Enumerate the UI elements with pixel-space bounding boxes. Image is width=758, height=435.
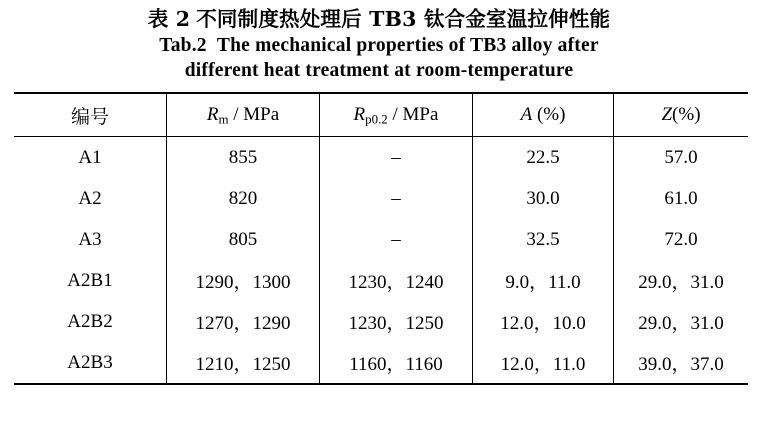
cell-reduction: 57.0	[614, 137, 749, 179]
cell-rp02: 1230，1240	[320, 260, 473, 301]
cell-rm: 855	[167, 137, 320, 179]
cell-rp02: –	[320, 219, 473, 260]
cell-rp02: –	[320, 137, 473, 179]
table-header-row	[14, 93, 748, 137]
caption-english-line2	[14, 58, 744, 83]
cell-rm: 805	[167, 219, 320, 260]
table-row	[14, 178, 748, 219]
table-row	[14, 260, 748, 301]
cell-id: A1	[14, 137, 167, 179]
caption-english-title-2: different heat treatment at room-temperature	[184, 59, 574, 81]
header-cell-elongation: A (%)	[473, 93, 614, 137]
table-caption	[14, 6, 744, 83]
cell-reduction: 72.0	[614, 219, 749, 260]
cell-elongation: 32.5	[473, 219, 614, 260]
cell-elongation: 30.0	[473, 178, 614, 219]
header-cell-id: 编号	[14, 93, 167, 137]
cell-id: A3	[14, 219, 167, 260]
table-row	[14, 137, 748, 179]
cell-id: A2	[14, 178, 167, 219]
cell-rm: 1290，1300	[167, 260, 320, 301]
caption-chinese	[14, 6, 744, 33]
header-cell-rm: $R_m$ / MPa	[167, 93, 320, 137]
table-row	[14, 301, 748, 342]
cell-elongation: 12.0，11.0	[473, 342, 614, 384]
cell-rp02: –	[320, 178, 473, 219]
table-row	[14, 219, 748, 260]
cell-id: A2B2	[14, 301, 167, 342]
table-row	[14, 342, 748, 384]
cell-rm: 1270，1290	[167, 301, 320, 342]
cell-reduction: 29.0，31.0	[614, 260, 749, 301]
cell-elongation: 22.5	[473, 137, 614, 179]
properties-table	[14, 92, 748, 385]
caption-english-label: Tab.2	[159, 34, 207, 56]
caption-english-title-1: The mechanical properties of TB3 alloy after	[216, 34, 599, 56]
caption-english-line1	[14, 33, 744, 58]
cell-rp02: 1230，1250	[320, 301, 473, 342]
cell-rm: 1210，1250	[167, 342, 320, 384]
cell-rp02: 1160，1160	[320, 342, 473, 384]
cell-reduction: 29.0，31.0	[614, 301, 749, 342]
cell-elongation: 12.0，10.0	[473, 301, 614, 342]
caption-chinese-label: 表 2	[147, 7, 191, 31]
header-cell-reduction: Z(%)	[614, 93, 749, 137]
cell-reduction: 39.0，37.0	[614, 342, 749, 384]
cell-rm: 820	[167, 178, 320, 219]
cell-id: A2B1	[14, 260, 167, 301]
cell-reduction: 61.0	[614, 178, 749, 219]
header-cell-rp02: $R_{p0.2}$ / MPa	[320, 93, 473, 137]
cell-id: A2B3	[14, 342, 167, 384]
caption-chinese-title: 不同制度热处理后 TB3 钛合金室温拉伸性能	[196, 7, 611, 31]
cell-elongation: 9.0，11.0	[473, 260, 614, 301]
